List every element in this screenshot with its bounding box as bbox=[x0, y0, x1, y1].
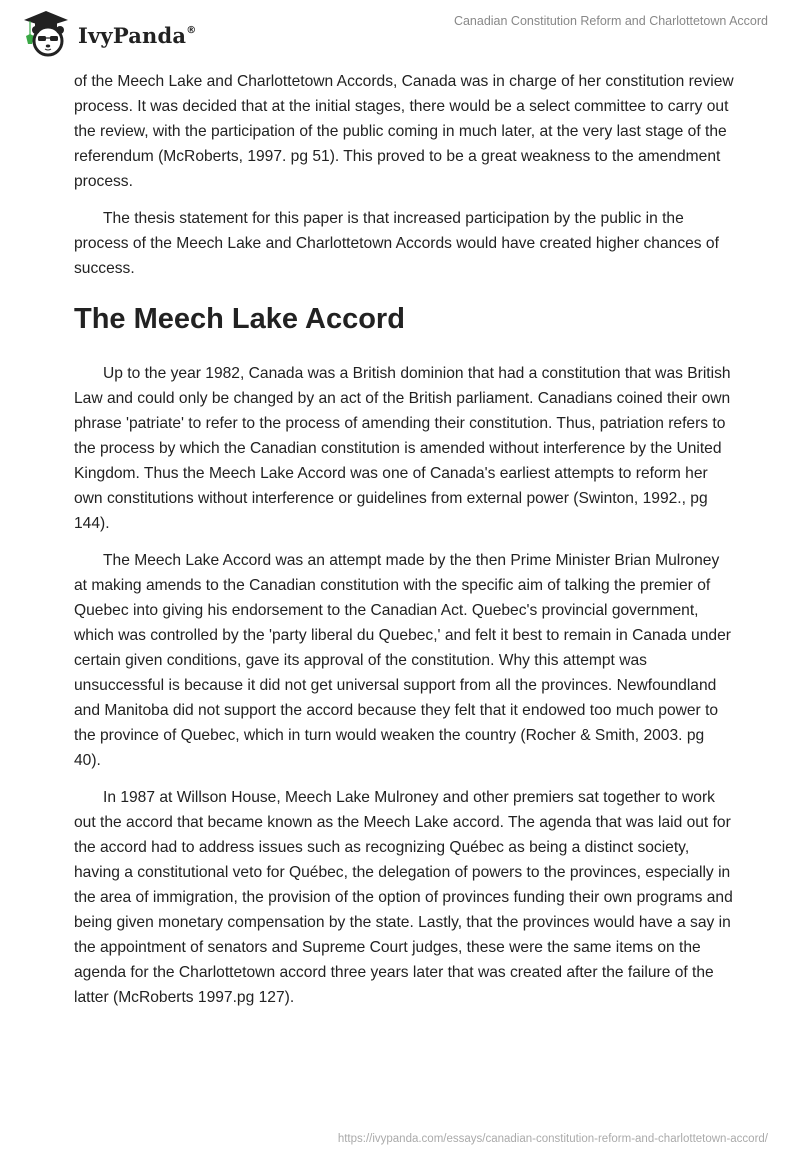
logo-text: IvyPanda® bbox=[78, 22, 197, 48]
paragraph: In 1987 at Willson House, Meech Lake Mulroney and other premiers sat together to work out the accord that became known as the Meech Lake accord. The agenda that was laid out for the accord had to address issues such as recognizing Québec as being a distinct society, having a constitutional veto for Québec, the delegation of powers to the provinces, especially in the area of immigration, the provision of the option of provinces funding their own programs and being given monetary compensation by the state. Lastly, that the provinces would have a say in the appointment of senators and Supreme Court judges, these were the same items on the agenda for the Charlottetown accord three years later that was created after the failure of the latter (McRoberts 1997.pg 127). bbox=[74, 789, 733, 1006]
paragraph: The Meech Lake Accord was an attempt made by the then Prime Minister Brian Mulroney at making amends to the Canadian constitution with the specific aim of talking the premier of Quebec into giving his endorsement to the Canadian Act. Quebec's provincial government, which was controlled by the 'party liberal du Quebec,' and felt it best to remain in Canada under certain given conditions, gave its approval of the constitution. Why this attempt was unsuccessful is because it did not get universal support from all the provinces. Newfoundland and Manitoba did not support the accord because they felt that it endowed too much power to the province of Quebec, which in turn would weaken the country (Rocher & Smith, 2003. pg 40). bbox=[74, 552, 731, 769]
paragraph: Up to the year 1982, Canada was a British dominion that had a constitution that was British Law and could only be changed by an act of the British parliament. Canadians coined their own phrase 'patriate' to refer to the process of amending their constitution. Thus, patriation refers to the process by which the Canadian constitution is amended without interference by the United Kingdom. Thus the Meech Lake Accord was one of Canada's earliest attempts to reform her own constitutions without interference or guidelines from external power (Swinton, 1992., pg 144). bbox=[74, 365, 731, 532]
document-title: Canadian Constitution Reform and Charlottetown Accord bbox=[453, 14, 768, 28]
paragraph-thesis: The thesis statement for this paper is that increased participation by the public in the process of the Meech Lake and Charlottetown Accords would have created higher chances of success. bbox=[74, 210, 719, 277]
paragraph-intro-continuation: of the Meech Lake and Charlottetown Accords, Canada was in charge of her constitution review process. It was decided that at the initial stages, there would be a select committee to carry out the review, with the participation of the public coming in much later, at the very last stage of the referendum (McRoberts, 1997. pg 51). This proved to be a great weakness to the amendment process. bbox=[74, 73, 734, 190]
panda-graduate-icon bbox=[18, 8, 74, 58]
registered-mark: ® bbox=[186, 24, 197, 36]
section-heading: The Meech Lake Accord bbox=[74, 303, 405, 335]
source-url[interactable]: https://ivypanda.com/essays/canadian-constitution-reform-and-charlottetown-accord/ bbox=[337, 1133, 768, 1145]
essay-content bbox=[74, 69, 734, 1022]
ivypanda-logo[interactable] bbox=[18, 8, 196, 58]
page-header bbox=[0, 0, 800, 62]
